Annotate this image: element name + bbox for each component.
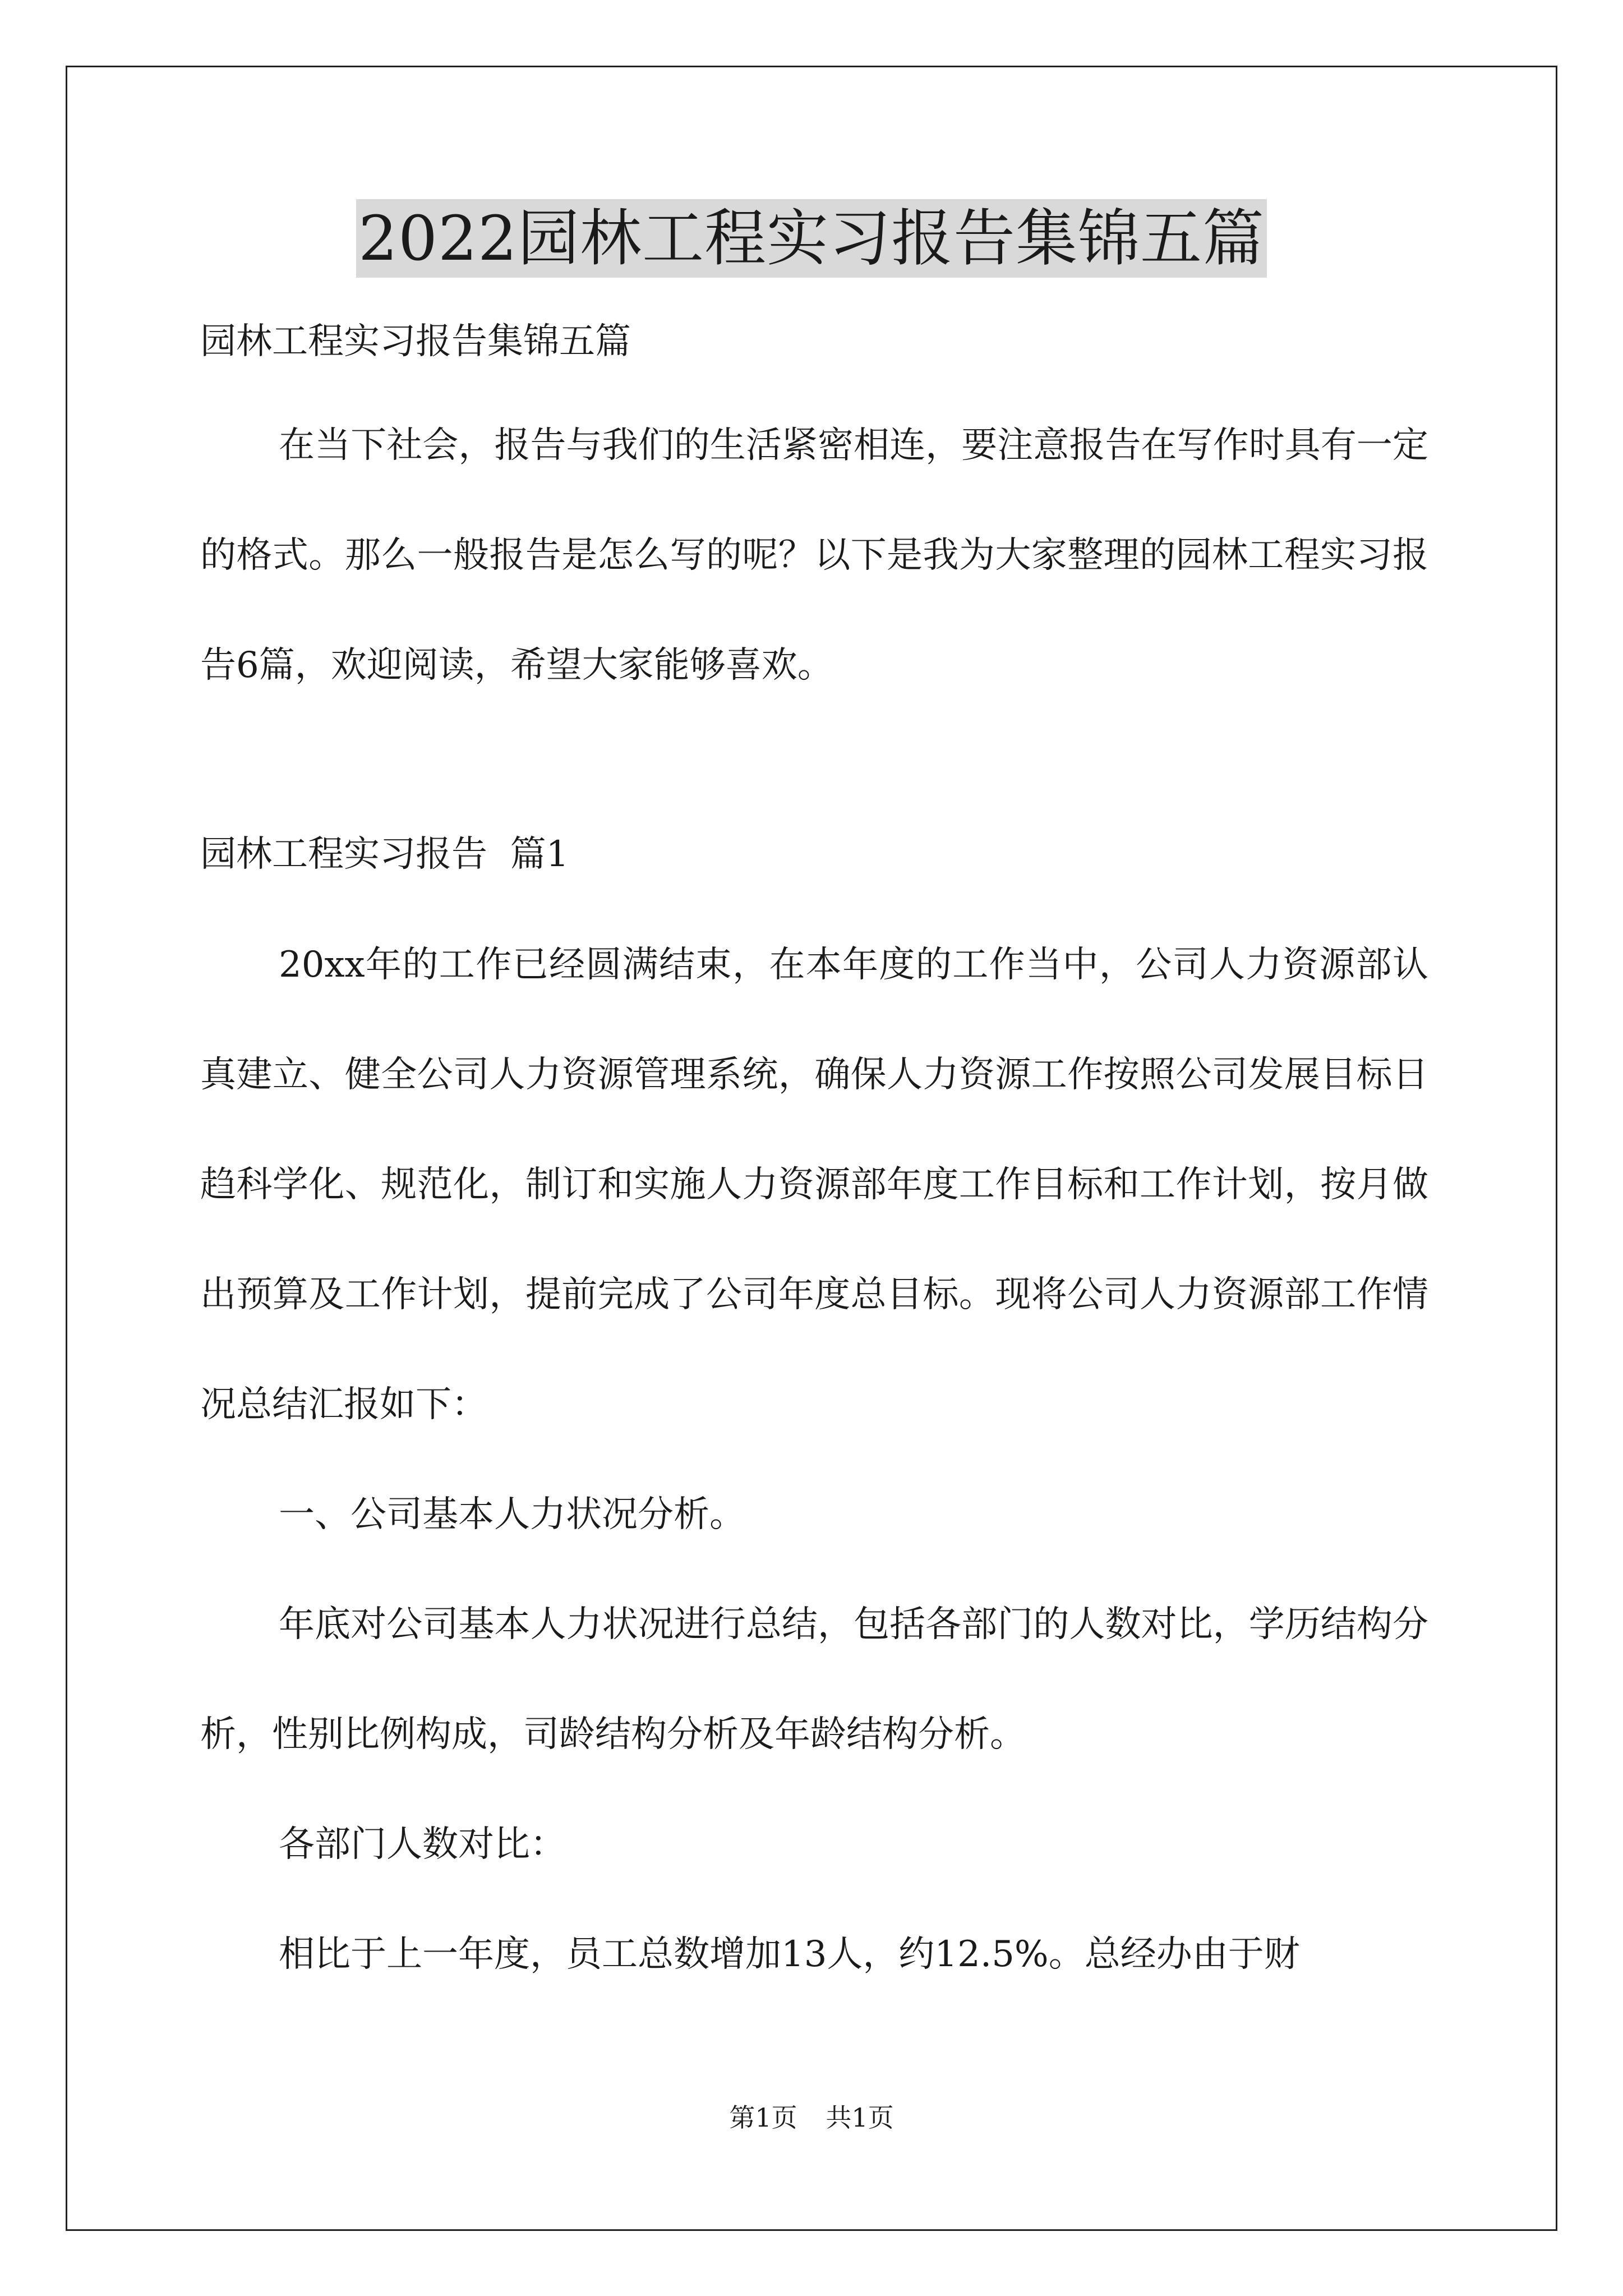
body-paragraph-1: 20xx年的工作已经圆满结束，在本年度的工作当中，公司人力资源部认真建立、健全公司人力资源管理系统，确保人力资源工作按照公司发展目标日趋科学化、规范化，制订和实施人力资源部年度工作目标和工作计划，按月做出预算及工作计划，提前完成了公司年度总目标。现将公司人力资源部工作情况总结汇报如下： [200,944,1428,1425]
body-paragraph-2: 一、公司基本人力状况分析。 [279,1494,745,1535]
page-number: 第1页 [729,2102,797,2133]
body-paragraph-5: 相比于上一年度，员工总数增加13人，约12.5%。总经办由于财 [279,1934,1300,1975]
section-heading: 园林工程实习报告 篇1 [200,834,569,875]
page-footer [0,2101,1623,2134]
document-body [200,314,1428,2009]
page-total: 共1页 [826,2102,894,2133]
title-container [0,199,1623,278]
intro-paragraph: 在当下社会，报告与我们的生活紧密相连，要注意报告在写作时具有一定的格式。那么一般报告是怎么写的呢？以下是我为大家整理的园林工程实习报告6篇，欢迎阅读，希望大家能够喜欢。 [200,425,1428,686]
document-title: 2022园林工程实习报告集锦五篇 [356,199,1267,278]
document-subtitle: 园林工程实习报告集锦五篇 [200,321,631,362]
body-paragraph-3: 年底对公司基本人力状况进行总结，包括各部门的人数对比，学历结构分析，性别比例构成，司龄结构分析及年龄结构分析。 [200,1604,1428,1755]
body-paragraph-4: 各部门人数对比： [279,1824,566,1865]
